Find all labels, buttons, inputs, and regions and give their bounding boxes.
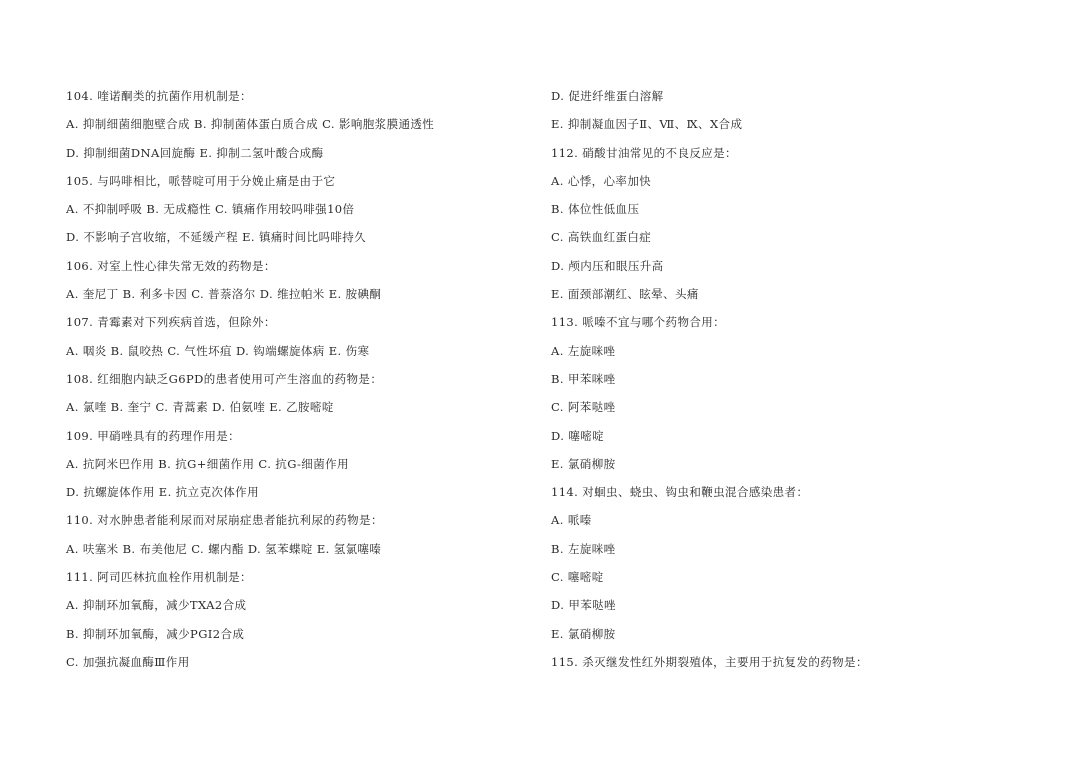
options-104-abc: A. 抑制细菌细胞壁合成 B. 抑制菌体蛋白质合成 C. 影响胞浆膜通透性 xyxy=(66,117,435,132)
question-104: 104. 喹诺酮类的抗菌作用机制是： xyxy=(66,89,252,103)
option-113-b: B. 甲苯咪唑 xyxy=(551,371,616,386)
options-105-abc: A. 不抑制呼吸 B. 无成瘾性 C. 镇痛作用较吗啡强10倍 xyxy=(66,202,355,217)
option-111-d: D. 促进纤维蛋白溶解 xyxy=(551,89,664,103)
question-114: 114. 对蛔虫、蛲虫、钩虫和鞭虫混合感染患者： xyxy=(551,485,809,500)
options-107: A. 咽炎 B. 鼠咬热 C. 气性坏疽 D. 钩端螺旋体病 E. 伤寒 xyxy=(66,343,370,358)
option-113-c: C. 阿苯哒唑 xyxy=(551,400,616,415)
options-110: A. 呋塞米 B. 布美他尼 C. 螺内酯 D. 氢苯蝶啶 E. 氢氯噻嗪 xyxy=(66,541,382,556)
options-108: A. 氯喹 B. 奎宁 C. 青蒿素 D. 伯氨喹 E. 乙胺嘧啶 xyxy=(66,400,334,415)
option-112-a: A. 心悸，心率加快 xyxy=(551,173,652,188)
option-114-c: C. 噻嘧啶 xyxy=(551,570,604,585)
option-112-e: E. 面颈部潮红、眩晕、头痛 xyxy=(551,287,699,302)
option-113-a: A. 左旋咪唑 xyxy=(551,343,616,358)
question-107: 107. 青霉素对下列疾病首选，但除外： xyxy=(66,315,276,330)
question-110: 110. 对水肿患者能利尿而对尿崩症患者能抗利尿的药物是： xyxy=(66,513,383,528)
option-113-e: E. 氯硝柳胺 xyxy=(551,456,616,471)
options-104-de: D. 抑制细菌DNA回旋酶 E. 抑制二氢叶酸合成酶 xyxy=(66,145,324,160)
option-112-b: B. 体位性低血压 xyxy=(551,202,640,217)
option-114-e: E. 氯硝柳胺 xyxy=(551,626,616,641)
question-111: 111. 阿司匹林抗血栓作用机制是： xyxy=(66,570,252,585)
question-109: 109. 甲硝唑具有的药理作用是： xyxy=(66,428,241,443)
option-114-d: D. 甲苯哒唑 xyxy=(551,598,616,613)
question-112: 112. 硝酸甘油常见的不良反应是： xyxy=(551,145,737,160)
question-108: 108. 红细胞内缺乏G6PD的患者使用可产生溶血的药物是： xyxy=(66,371,383,386)
option-111-e: E. 抑制凝血因子Ⅱ、Ⅶ、Ⅸ、Ⅹ合成 xyxy=(551,117,743,132)
options-106: A. 奎尼丁 B. 利多卡因 C. 普萘洛尔 D. 维拉帕米 E. 胺碘酮 xyxy=(66,287,382,302)
options-109-de: D. 抗螺旋体作用 E. 抗立克次体作用 xyxy=(66,485,259,500)
option-112-c: C. 高铁血红蛋白症 xyxy=(551,230,652,245)
option-114-b: B. 左旋咪唑 xyxy=(551,541,616,556)
question-115: 115. 杀灭继发性红外期裂殖体，主要用于抗复发的药物是： xyxy=(551,654,868,669)
option-114-a: A. 哌嗪 xyxy=(551,513,592,528)
option-112-d: D. 颅内压和眼压升高 xyxy=(551,258,664,273)
question-105: 105. 与吗啡相比，哌替啶可用于分娩止痛是由于它 xyxy=(66,173,336,188)
question-106: 106. 对室上性心律失常无效的药物是： xyxy=(66,258,276,273)
right-column xyxy=(551,86,1021,680)
options-109-abc: A. 抗阿米巴作用 B. 抗G+细菌作用 C. 抗G-细菌作用 xyxy=(66,456,349,471)
question-113: 113. 哌嗪不宜与哪个药物合用： xyxy=(551,315,726,330)
option-111-b: B. 抑制环加氧酶，减少PGI2合成 xyxy=(66,626,245,641)
left-column xyxy=(66,86,536,680)
option-113-d: D. 噻嘧啶 xyxy=(551,428,605,443)
option-111-c: C. 加强抗凝血酶Ⅲ作用 xyxy=(66,654,190,669)
options-105-de: D. 不影响子宫收缩，不延缓产程 E. 镇痛时间比吗啡持久 xyxy=(66,230,367,245)
option-111-a: A. 抑制环加氧酶，减少TXA2合成 xyxy=(66,598,247,613)
